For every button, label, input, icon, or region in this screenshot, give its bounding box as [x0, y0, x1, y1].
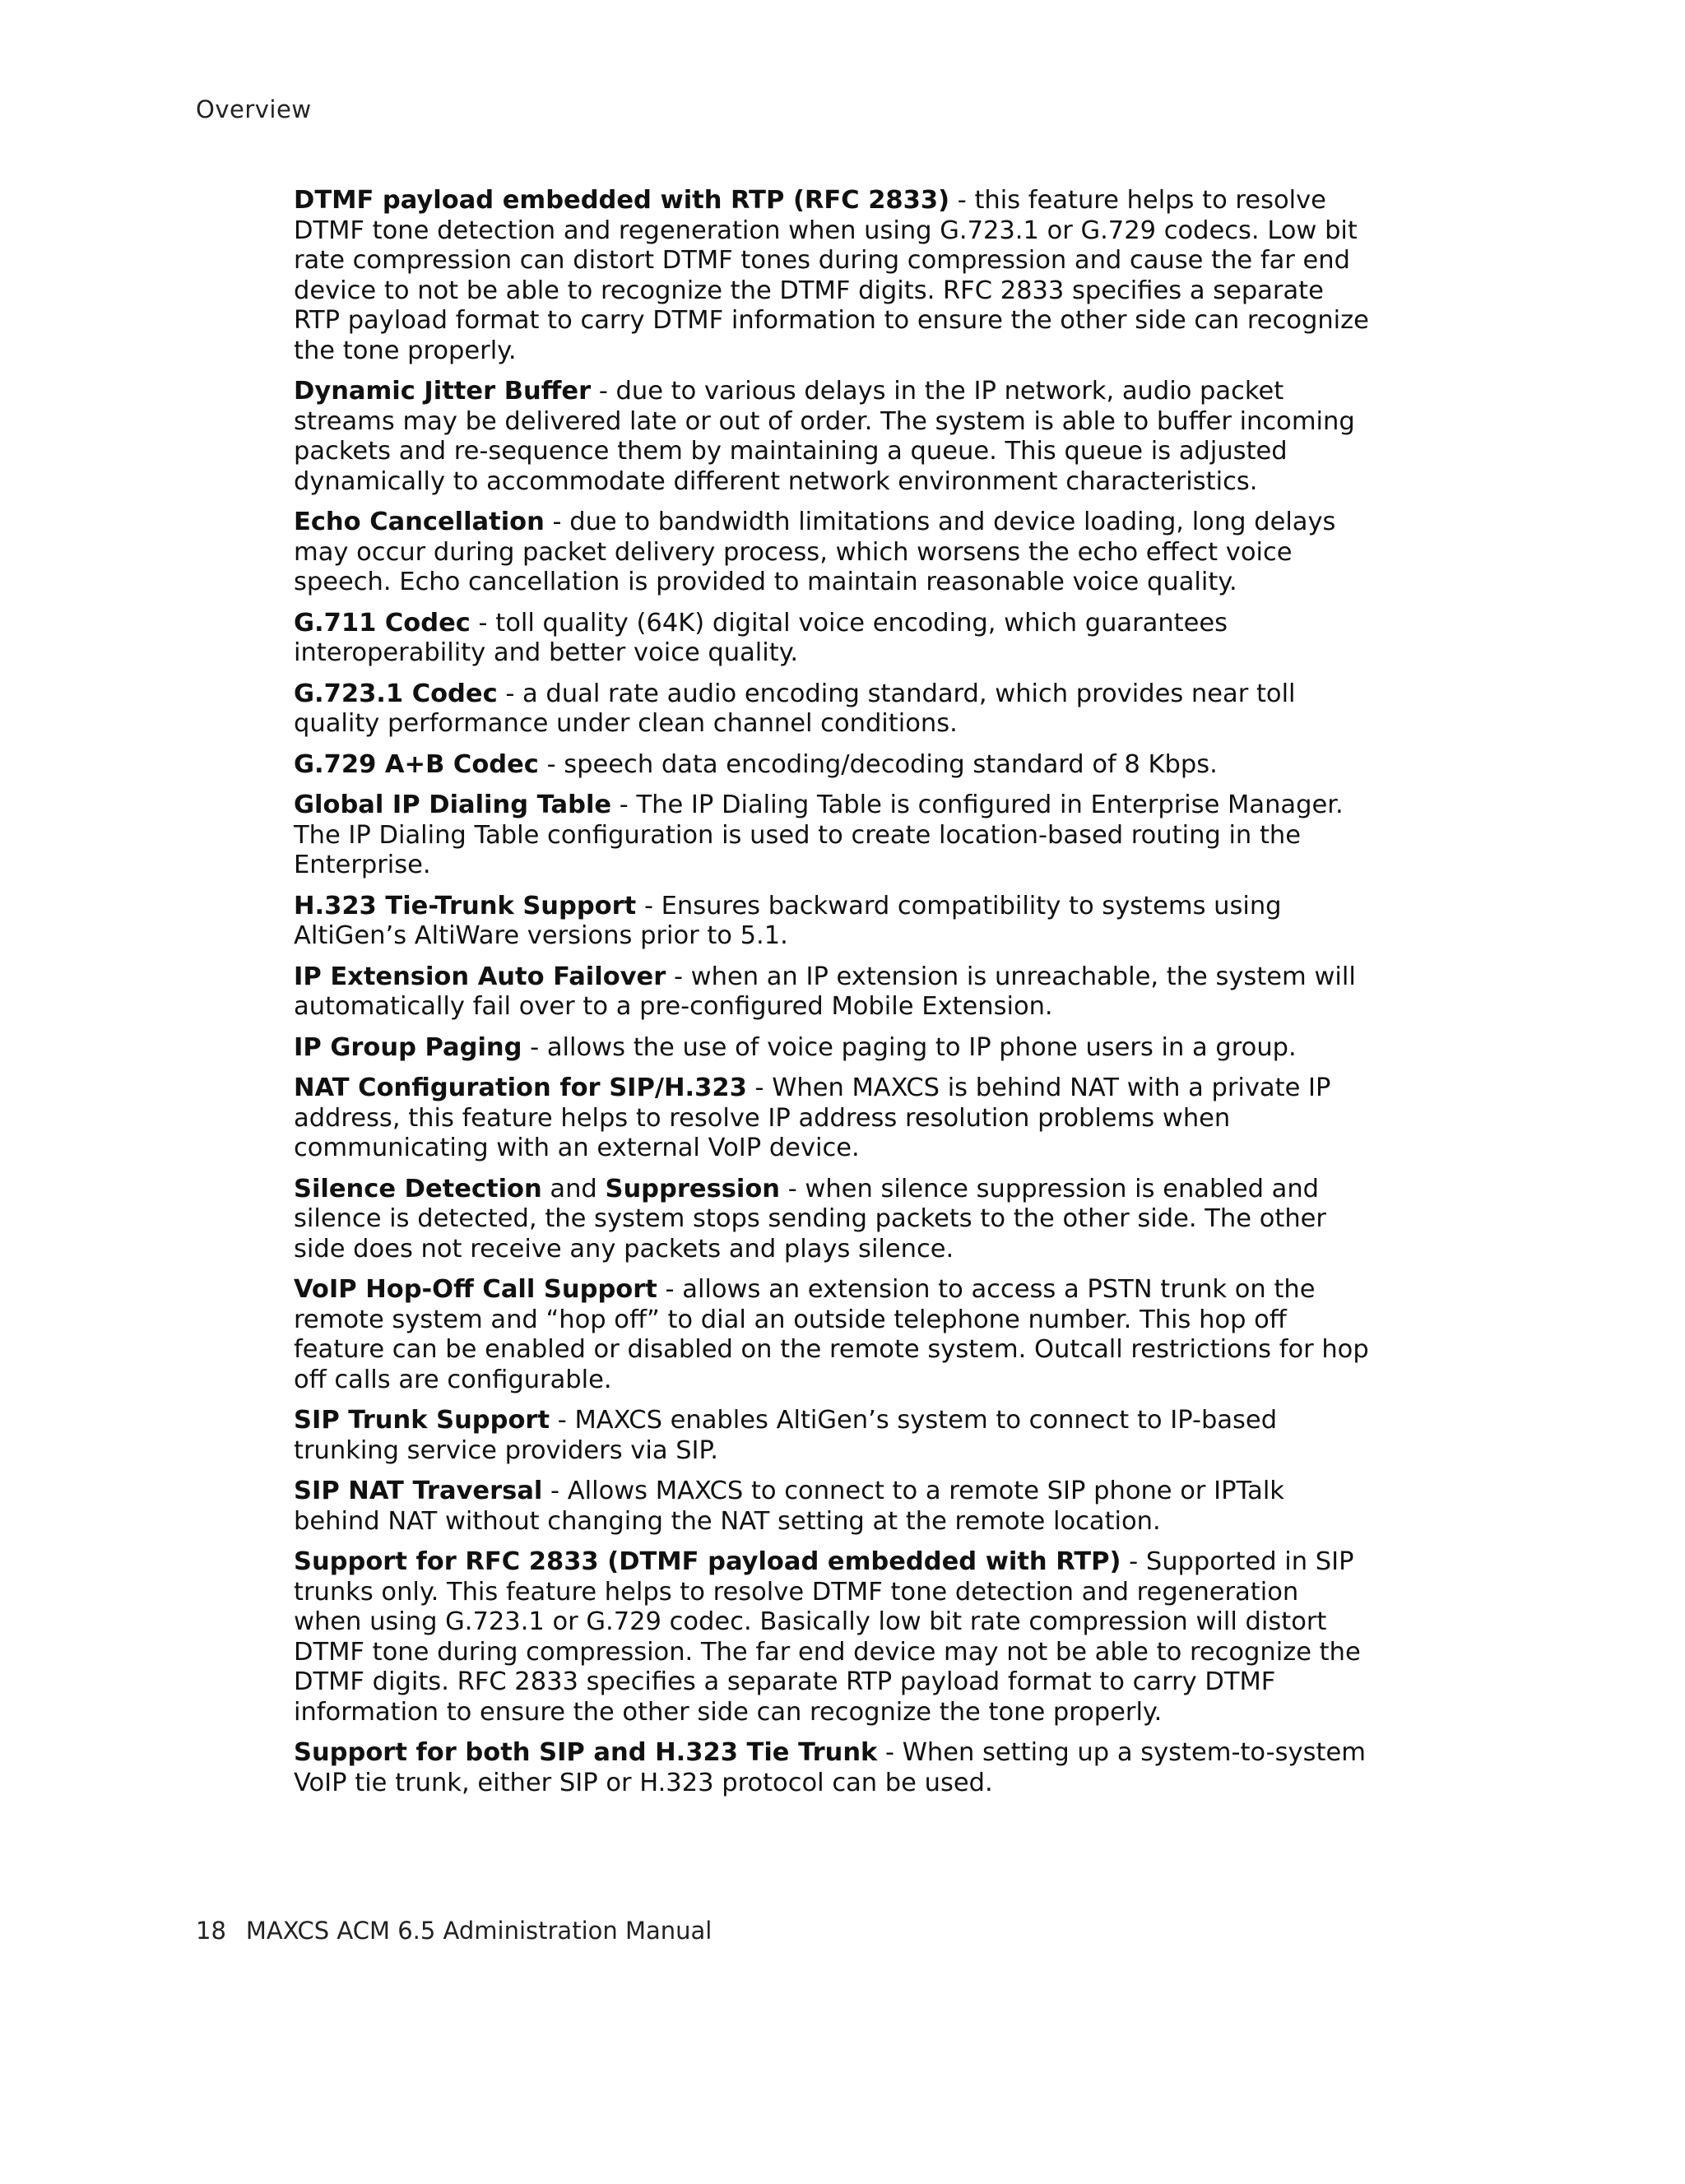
- running-header: Overview: [196, 95, 312, 123]
- feature-entry-h323-tie-trunk: [294, 892, 1374, 952]
- feature-term: H.323 Tie-Trunk Support: [294, 891, 637, 920]
- feature-term: Echo Cancellation: [294, 508, 545, 536]
- feature-description: - speech data encoding/decoding standard of 8 Kbps.: [538, 749, 1218, 779]
- feature-term: G.711 Codec: [294, 608, 471, 638]
- feature-entry-g729: [294, 750, 1374, 781]
- manual-title: MAXCS ACM 6.5 Administration Manual: [245, 1917, 713, 1945]
- feature-description: - allows the use of voice paging to IP phone users in a group.: [522, 1032, 1297, 1062]
- feature-entry-g7231: [294, 679, 1374, 740]
- feature-description: - due to bandwidth limitations and device loading, long delays may occur during packet delivery process, which worsens the echo effect voice speech. Echo cancellation is provided to maintain reasonable voice quality.: [294, 508, 1336, 596]
- feature-entry-nat-config: [294, 1073, 1374, 1164]
- feature-term: Silence Detection: [294, 1174, 542, 1203]
- feature-entry-rfc2833-support: [294, 1547, 1374, 1727]
- feature-term: Support for both SIP and H.323 Tie Trunk: [294, 1738, 878, 1767]
- feature-description: - when silence suppression is enabled and silence is detected, the system stops sending packets to the other side. The other side does not receive any packets and plays silence.: [294, 1174, 1326, 1264]
- feature-entry-sip-trunk: [294, 1406, 1374, 1466]
- feature-entry-g711: [294, 609, 1374, 669]
- page-footer: [196, 1917, 712, 1945]
- feature-entry-jitter-buffer: [294, 377, 1374, 497]
- feature-entry-ip-ext-failover: [294, 962, 1374, 1022]
- feature-entry-silence-detection: [294, 1175, 1374, 1265]
- feature-term: IP Group Paging: [294, 1032, 522, 1062]
- feature-term-secondary: Suppression: [605, 1174, 781, 1203]
- feature-entry-sip-h323-tie-trunk: [294, 1738, 1374, 1798]
- feature-description: - this feature helps to resolve DTMF tone detection and regeneration when using G.723.1 or G.729 codecs. Low bit rate compression can distort DTMF tones during compression and cause the far end device to not be able to recognize the DTMF digits. RFC 2833 specifies a separate RTP payload format to carry DTMF information to ensure the other side can recognize the tone properly.: [294, 186, 1369, 365]
- feature-description: - toll quality (64K) digital voice encoding, which guarantees interoperability and better voice quality.: [294, 608, 1228, 667]
- feature-entry-echo-cancellation: [294, 508, 1374, 598]
- feature-term: G.723.1 Codec: [294, 679, 498, 708]
- feature-description: - Supported in SIP trunks only. This feature helps to resolve DTMF tone detection and regeneration when using G.723.1 or G.729 codec. Basically low bit rate compression will distort DTMF tone during compression. The far end device may not be able to recognize the DTMF digits. RFC 2833 specifies a separate RTP payload format to carry DTMF information to ensure the other side can recognize the tone properly.: [294, 1547, 1361, 1727]
- feature-description: - When MAXCS is behind NAT with a private IP address, this feature helps to resolve IP address resolution problems when communicating with an external VoIP device.: [294, 1073, 1331, 1162]
- feature-description: - The IP Dialing Table is configured in Enterprise Manager. The IP Dialing Table configuration is used to create location-based routing in the Enterprise.: [294, 791, 1344, 879]
- feature-description: - Allows MAXCS to connect to a remote SIP phone or IPTalk behind NAT without changing the NAT setting at the remote location.: [294, 1477, 1284, 1536]
- feature-term: IP Extension Auto Failover: [294, 962, 666, 991]
- feature-description: - MAXCS enables AltiGen’s system to connect to IP-based trunking service providers via SIP.: [294, 1406, 1278, 1465]
- feature-description: - allows an extension to access a PSTN trunk on the remote system and “hop off” to dial an outside telephone number. This hop off feature can be enabled or disabled on the remote system. Outcall restrictions for hop off calls are configurable.: [294, 1275, 1369, 1394]
- feature-joiner: and: [541, 1174, 606, 1203]
- feature-term: VoIP Hop-Off Call Support: [294, 1275, 657, 1304]
- feature-entry-ip-dialing-table: [294, 791, 1374, 881]
- feature-term: NAT Configuration for SIP/H.323: [294, 1073, 747, 1102]
- feature-description: - When setting up a system-to-system VoIP tie trunk, either SIP or H.323 protocol can be used.: [294, 1738, 1366, 1797]
- feature-entry-dtmf-rtp: [294, 186, 1374, 366]
- feature-description: - due to various delays in the IP network, audio packet streams may be delivered late or out of order. The system is able to buffer incoming packets and re-sequence them by maintaining a queue. This queue is adjusted dynamically to accommodate different network environment characteristics.: [294, 377, 1355, 496]
- feature-description: - when an IP extension is unreachable, the system will automatically fail over to a pre-configured Mobile Extension.: [294, 962, 1356, 1021]
- feature-term: SIP Trunk Support: [294, 1406, 550, 1435]
- feature-list: [294, 186, 1374, 1809]
- feature-description: - a dual rate audio encoding standard, which provides near toll quality performance under clean channel conditions.: [294, 679, 1296, 738]
- feature-term: Global IP Dialing Table: [294, 791, 612, 819]
- feature-term: Dynamic Jitter Buffer: [294, 377, 592, 406]
- feature-term: SIP NAT Traversal: [294, 1477, 543, 1505]
- feature-term: DTMF payload embedded with RTP (RFC 2833): [294, 186, 950, 215]
- feature-entry-ip-group-paging: [294, 1033, 1374, 1064]
- feature-entry-sip-nat-traversal: [294, 1477, 1374, 1537]
- feature-term: Support for RFC 2833 (DTMF payload embedded with RTP): [294, 1547, 1121, 1576]
- page-number: 18: [196, 1917, 226, 1945]
- feature-term: G.729 A+B Codec: [294, 749, 539, 779]
- feature-entry-voip-hop-off: [294, 1275, 1374, 1395]
- feature-description: - Ensures backward compatibility to systems using AltiGen’s AltiWare versions prior to 5.1.: [294, 891, 1282, 950]
